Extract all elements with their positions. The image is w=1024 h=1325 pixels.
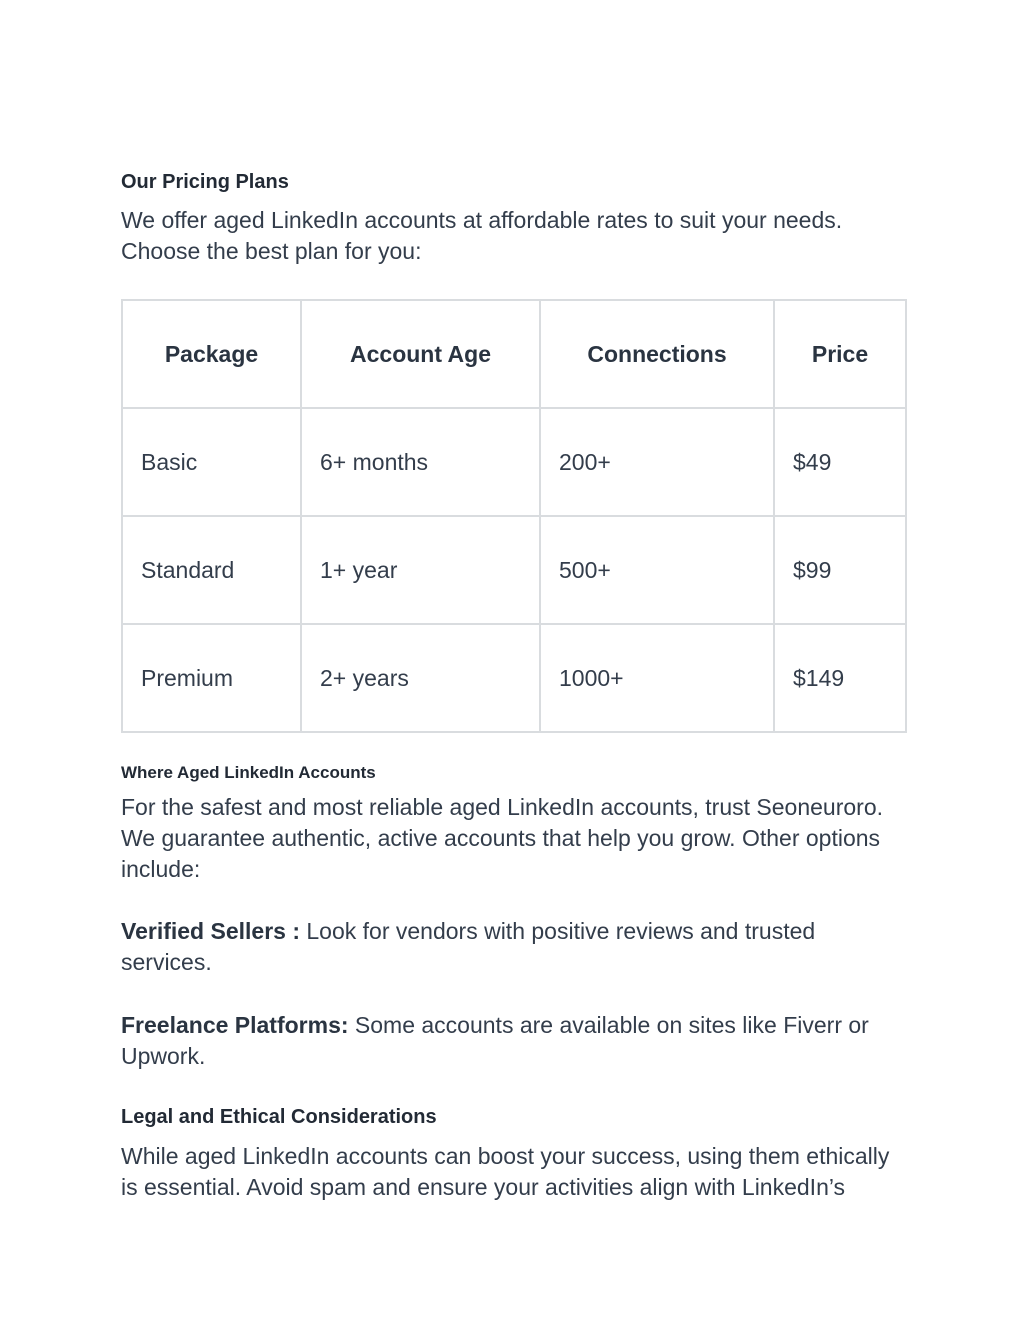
cell-package: Standard — [122, 516, 301, 624]
option-verified-sellers — [121, 916, 911, 978]
table-row — [122, 624, 906, 732]
pricing-heading: Our Pricing Plans — [121, 171, 289, 193]
where-paragraph: For the safest and most reliable aged LinkedIn accounts, trust Seoneuroro. We guarantee authentic, active accounts that help you grow. Other options include: — [121, 794, 883, 882]
cell-account-age: 6+ months — [301, 408, 540, 516]
table-row — [122, 408, 906, 516]
option-label: Verified Sellers : — [121, 918, 300, 944]
cell-connections: 500+ — [540, 516, 774, 624]
cell-account-age: 1+ year — [301, 516, 540, 624]
pricing-table — [121, 299, 907, 733]
cell-price: $49 — [774, 408, 906, 516]
legal-paragraph: While aged LinkedIn accounts can boost your success, using them ethically is essential. Avoid spam and ensure your activities align with LinkedIn’s — [121, 1143, 890, 1200]
option-text: Some accounts are available on sites like Fiverr or Upwork. — [121, 1012, 869, 1069]
option-label: Freelance Platforms: — [121, 1012, 349, 1038]
pricing-intro: We offer aged LinkedIn accounts at affordable rates to suit your needs. Choose the best plan for you: — [121, 207, 843, 264]
cell-account-age: 2+ years — [301, 624, 540, 732]
cell-connections: 1000+ — [540, 624, 774, 732]
legal-heading: Legal and Ethical Considerations — [121, 1106, 437, 1128]
option-freelance-platforms — [121, 1010, 911, 1072]
header-connections: Connections — [540, 300, 774, 408]
where-heading: Where Aged LinkedIn Accounts — [121, 763, 376, 782]
cell-package: Basic — [122, 408, 301, 516]
header-price: Price — [774, 300, 906, 408]
cell-price: $99 — [774, 516, 906, 624]
option-text: Look for vendors with positive reviews and trusted services. — [121, 918, 816, 975]
table-header-row — [122, 300, 906, 408]
cell-price: $149 — [774, 624, 906, 732]
header-package: Package — [122, 300, 301, 408]
cell-connections: 200+ — [540, 408, 774, 516]
cell-package: Premium — [122, 624, 301, 732]
table-row — [122, 516, 906, 624]
header-account-age: Account Age — [301, 300, 540, 408]
